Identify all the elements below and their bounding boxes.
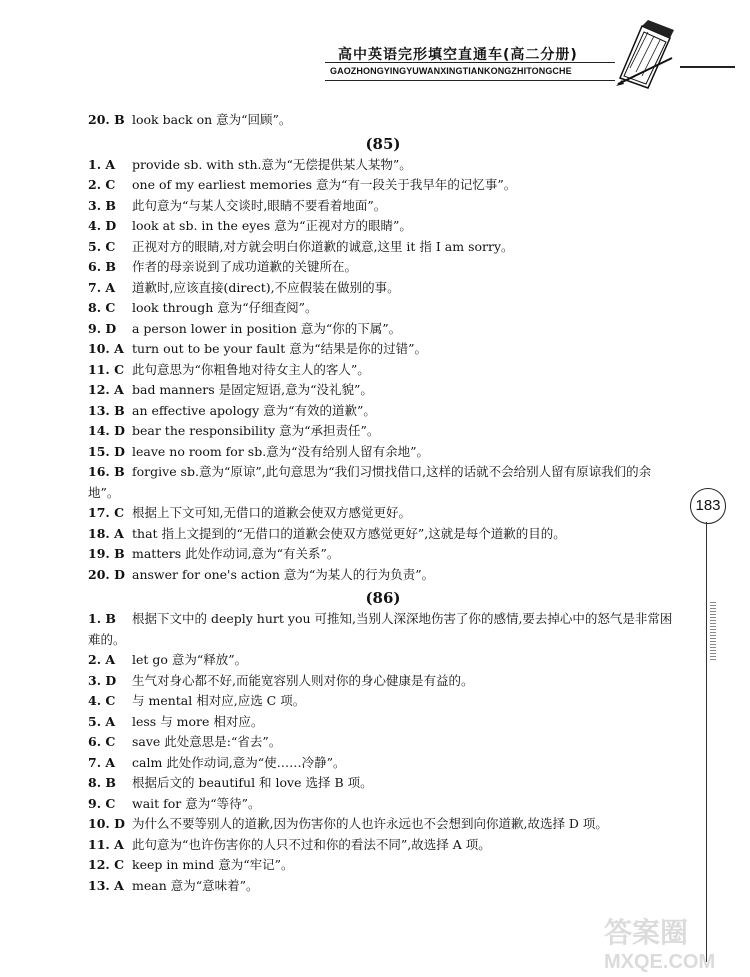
answer-text: bad manners 是固定短语,意为“没礼貌”。 — [132, 382, 373, 397]
answer-text: less 与 more 相对应。 — [132, 713, 264, 729]
answer-line — [88, 794, 678, 815]
answer-number: 16. B — [88, 464, 125, 479]
answer-text: let go 意为“释放”。 — [132, 652, 248, 667]
answer-text: keep in mind 意为“牢记”。 — [132, 857, 294, 872]
book-pen-icon — [612, 18, 682, 90]
answer-number: 18. A — [88, 525, 124, 541]
answer-line — [88, 814, 678, 835]
answer-text: calm 此处作动词,意为“使……冷静”。 — [132, 754, 346, 770]
answer-line — [88, 609, 678, 650]
answer-number: 20. D — [88, 566, 125, 582]
answer-text: a person lower in position 意为“你的下属”。 — [132, 320, 402, 336]
answer-text: look at sb. in the eyes 意为“正视对方的眼睛”。 — [132, 218, 412, 233]
answer-line — [88, 196, 678, 217]
answer-line — [88, 835, 678, 856]
answer-line — [88, 671, 678, 692]
site-watermark-logo — [598, 912, 743, 974]
answer-number: 14. D — [88, 423, 125, 438]
answer-text: leave no room for sb.意为“没有给别人留有余地”。 — [132, 443, 429, 459]
answer-line — [88, 257, 678, 278]
answer-text: 此句意为“也许伤害你的人只不过和你的看法不同”,故选择 A 项。 — [132, 836, 491, 852]
answer-text: answer for one's action 意为“为某人的行为负责”。 — [132, 566, 435, 582]
answer-line — [88, 339, 678, 360]
book-title: 高中英语完形填空直通车(高二分册) — [338, 47, 578, 63]
answer-number: 3. D — [88, 672, 117, 688]
answer-text: 作者的母亲说到了成功道歉的关键所在。 — [132, 259, 358, 274]
page-header — [0, 0, 750, 100]
answer-line — [88, 855, 678, 876]
section-heading: (85) — [365, 134, 401, 153]
answer-line — [88, 110, 678, 131]
answer-text: matters 此处作动词,意为“有关系”。 — [132, 546, 340, 561]
answer-line — [88, 565, 678, 586]
answer-line — [88, 278, 678, 299]
answer-line — [88, 319, 678, 340]
answer-line — [88, 650, 678, 671]
answer-number: 9. D — [88, 320, 117, 336]
answer-number: 1. B — [88, 611, 116, 626]
answer-line — [88, 421, 678, 442]
answer-line — [88, 155, 678, 176]
answer-text: 道歉时,应该直接(direct),不应假装在做别的事。 — [132, 279, 400, 295]
answer-number: 13. B — [88, 402, 125, 418]
answer-number: 13. A — [88, 877, 124, 893]
answer-number: 8. B — [88, 775, 116, 790]
answer-text: 此句意思为“你粗鲁地对待女主人的客人”。 — [132, 361, 370, 377]
answer-text: look through 意为“仔细查阅”。 — [132, 300, 318, 315]
answer-number: 12. A — [88, 382, 124, 397]
answer-text: 根据下文中的 deeply hurt you 可推知,当别人深深地伤害了你的感情,要去掉心中的怒气是非常困难的。 — [88, 611, 673, 647]
answer-text: 根据上下文可知,无借口的道歉会使双方感觉更好。 — [132, 505, 411, 520]
answer-number: 6. B — [88, 259, 116, 274]
answer-number: 3. B — [88, 197, 116, 213]
answer-line — [88, 544, 678, 565]
answer-text: bear the responsibility 意为“承担责任”。 — [132, 423, 380, 438]
answer-content — [88, 110, 678, 896]
answer-line — [88, 360, 678, 381]
answer-line — [88, 712, 678, 733]
answer-line — [88, 175, 678, 196]
answer-line — [88, 753, 678, 774]
answer-text: provide sb. with sth.意为“无偿提供某人某物”。 — [132, 156, 412, 172]
answer-text: wait for 意为“等待”。 — [132, 795, 261, 811]
answer-number: 15. D — [88, 443, 125, 459]
answer-number: 17. C — [88, 505, 125, 520]
answer-line — [88, 237, 678, 258]
answer-line — [88, 691, 678, 712]
answer-line — [88, 380, 678, 401]
header-rule-right — [680, 66, 735, 68]
answer-text: forgive sb.意为“原谅”,此句意思为“我们习惯找借口,这样的话就不会给别人留有原谅我们的余地”。 — [88, 464, 652, 500]
answer-number: 5. C — [88, 238, 116, 254]
page-number-badge: 183 — [690, 488, 726, 524]
section-heading: (86) — [365, 589, 401, 607]
answer-line — [88, 462, 678, 503]
answer-line — [88, 773, 678, 794]
answer-number: 2. C — [88, 177, 116, 192]
answer-text: 生气对身心都不好,而能宽容别人则对你的身心健康是有益的。 — [132, 672, 474, 688]
answer-number: 7. A — [88, 279, 116, 295]
answer-line — [88, 442, 678, 463]
answer-text: that 指上文提到的“无借口的道歉会使双方感觉更好”,这就是每个道歉的目的。 — [132, 525, 566, 541]
answer-text: 此句意为“与某人交谈时,眼睛不要看着地面”。 — [132, 197, 387, 213]
answer-text: turn out to be your fault 意为“结果是你的过错”。 — [132, 341, 428, 356]
answer-line — [88, 401, 678, 422]
answer-number: 6. C — [88, 734, 116, 749]
margin-texture — [710, 600, 716, 660]
answer-number: 9. C — [88, 795, 116, 811]
answer-text: one of my earliest memories 意为“有一段关于我早年的记忆事”。 — [132, 177, 517, 192]
watermark-url: MXQE.COM — [604, 951, 716, 973]
answer-number: 12. C — [88, 857, 125, 872]
answer-number: 11. C — [88, 361, 125, 377]
answer-number: 20. B — [88, 112, 125, 127]
answer-line — [88, 732, 678, 753]
answer-text: mean 意为“意味着”。 — [132, 877, 259, 893]
answer-text: 正视对方的眼睛,对方就会明白你道歉的诚意,这里 it 指 I am sorry。 — [132, 238, 514, 254]
answer-text: 为什么不要等别人的道歉,因为伤害你的人也许永远也不会想到向你道歉,故选择 D 项。 — [132, 816, 608, 831]
answer-number: 7. A — [88, 754, 116, 770]
answer-text: save 此处意思是:“省去”。 — [132, 734, 282, 749]
answer-number: 4. C — [88, 693, 116, 708]
answer-number: 1. A — [88, 156, 116, 172]
answer-line — [88, 524, 678, 545]
answer-text: an effective apology 意为“有效的道歉”。 — [132, 402, 376, 418]
answer-number: 5. A — [88, 713, 116, 729]
answer-text: look back on 意为“回顾”。 — [132, 112, 292, 127]
answer-line — [88, 216, 678, 237]
margin-rule — [706, 522, 707, 962]
header-rule-bottom — [325, 80, 615, 81]
answer-number: 11. A — [88, 836, 124, 852]
answer-number: 19. B — [88, 546, 125, 561]
answer-number: 8. C — [88, 300, 116, 315]
watermark-mark: 答案圈 — [604, 916, 689, 949]
answer-number: 10. D — [88, 816, 125, 831]
answer-line — [88, 503, 678, 524]
answer-text: 根据后文的 beautiful 和 love 选择 B 项。 — [132, 775, 373, 790]
answer-text: 与 mental 相对应,应选 C 项。 — [132, 693, 306, 708]
answer-line — [88, 298, 678, 319]
answer-line — [88, 876, 678, 897]
answer-number: 10. A — [88, 341, 124, 356]
book-title-pinyin: GAOZHONGYINGYUWANXINGTIANKONGZHITONGCHE — [330, 66, 572, 76]
answer-number: 4. D — [88, 218, 117, 233]
answer-number: 2. A — [88, 652, 116, 667]
